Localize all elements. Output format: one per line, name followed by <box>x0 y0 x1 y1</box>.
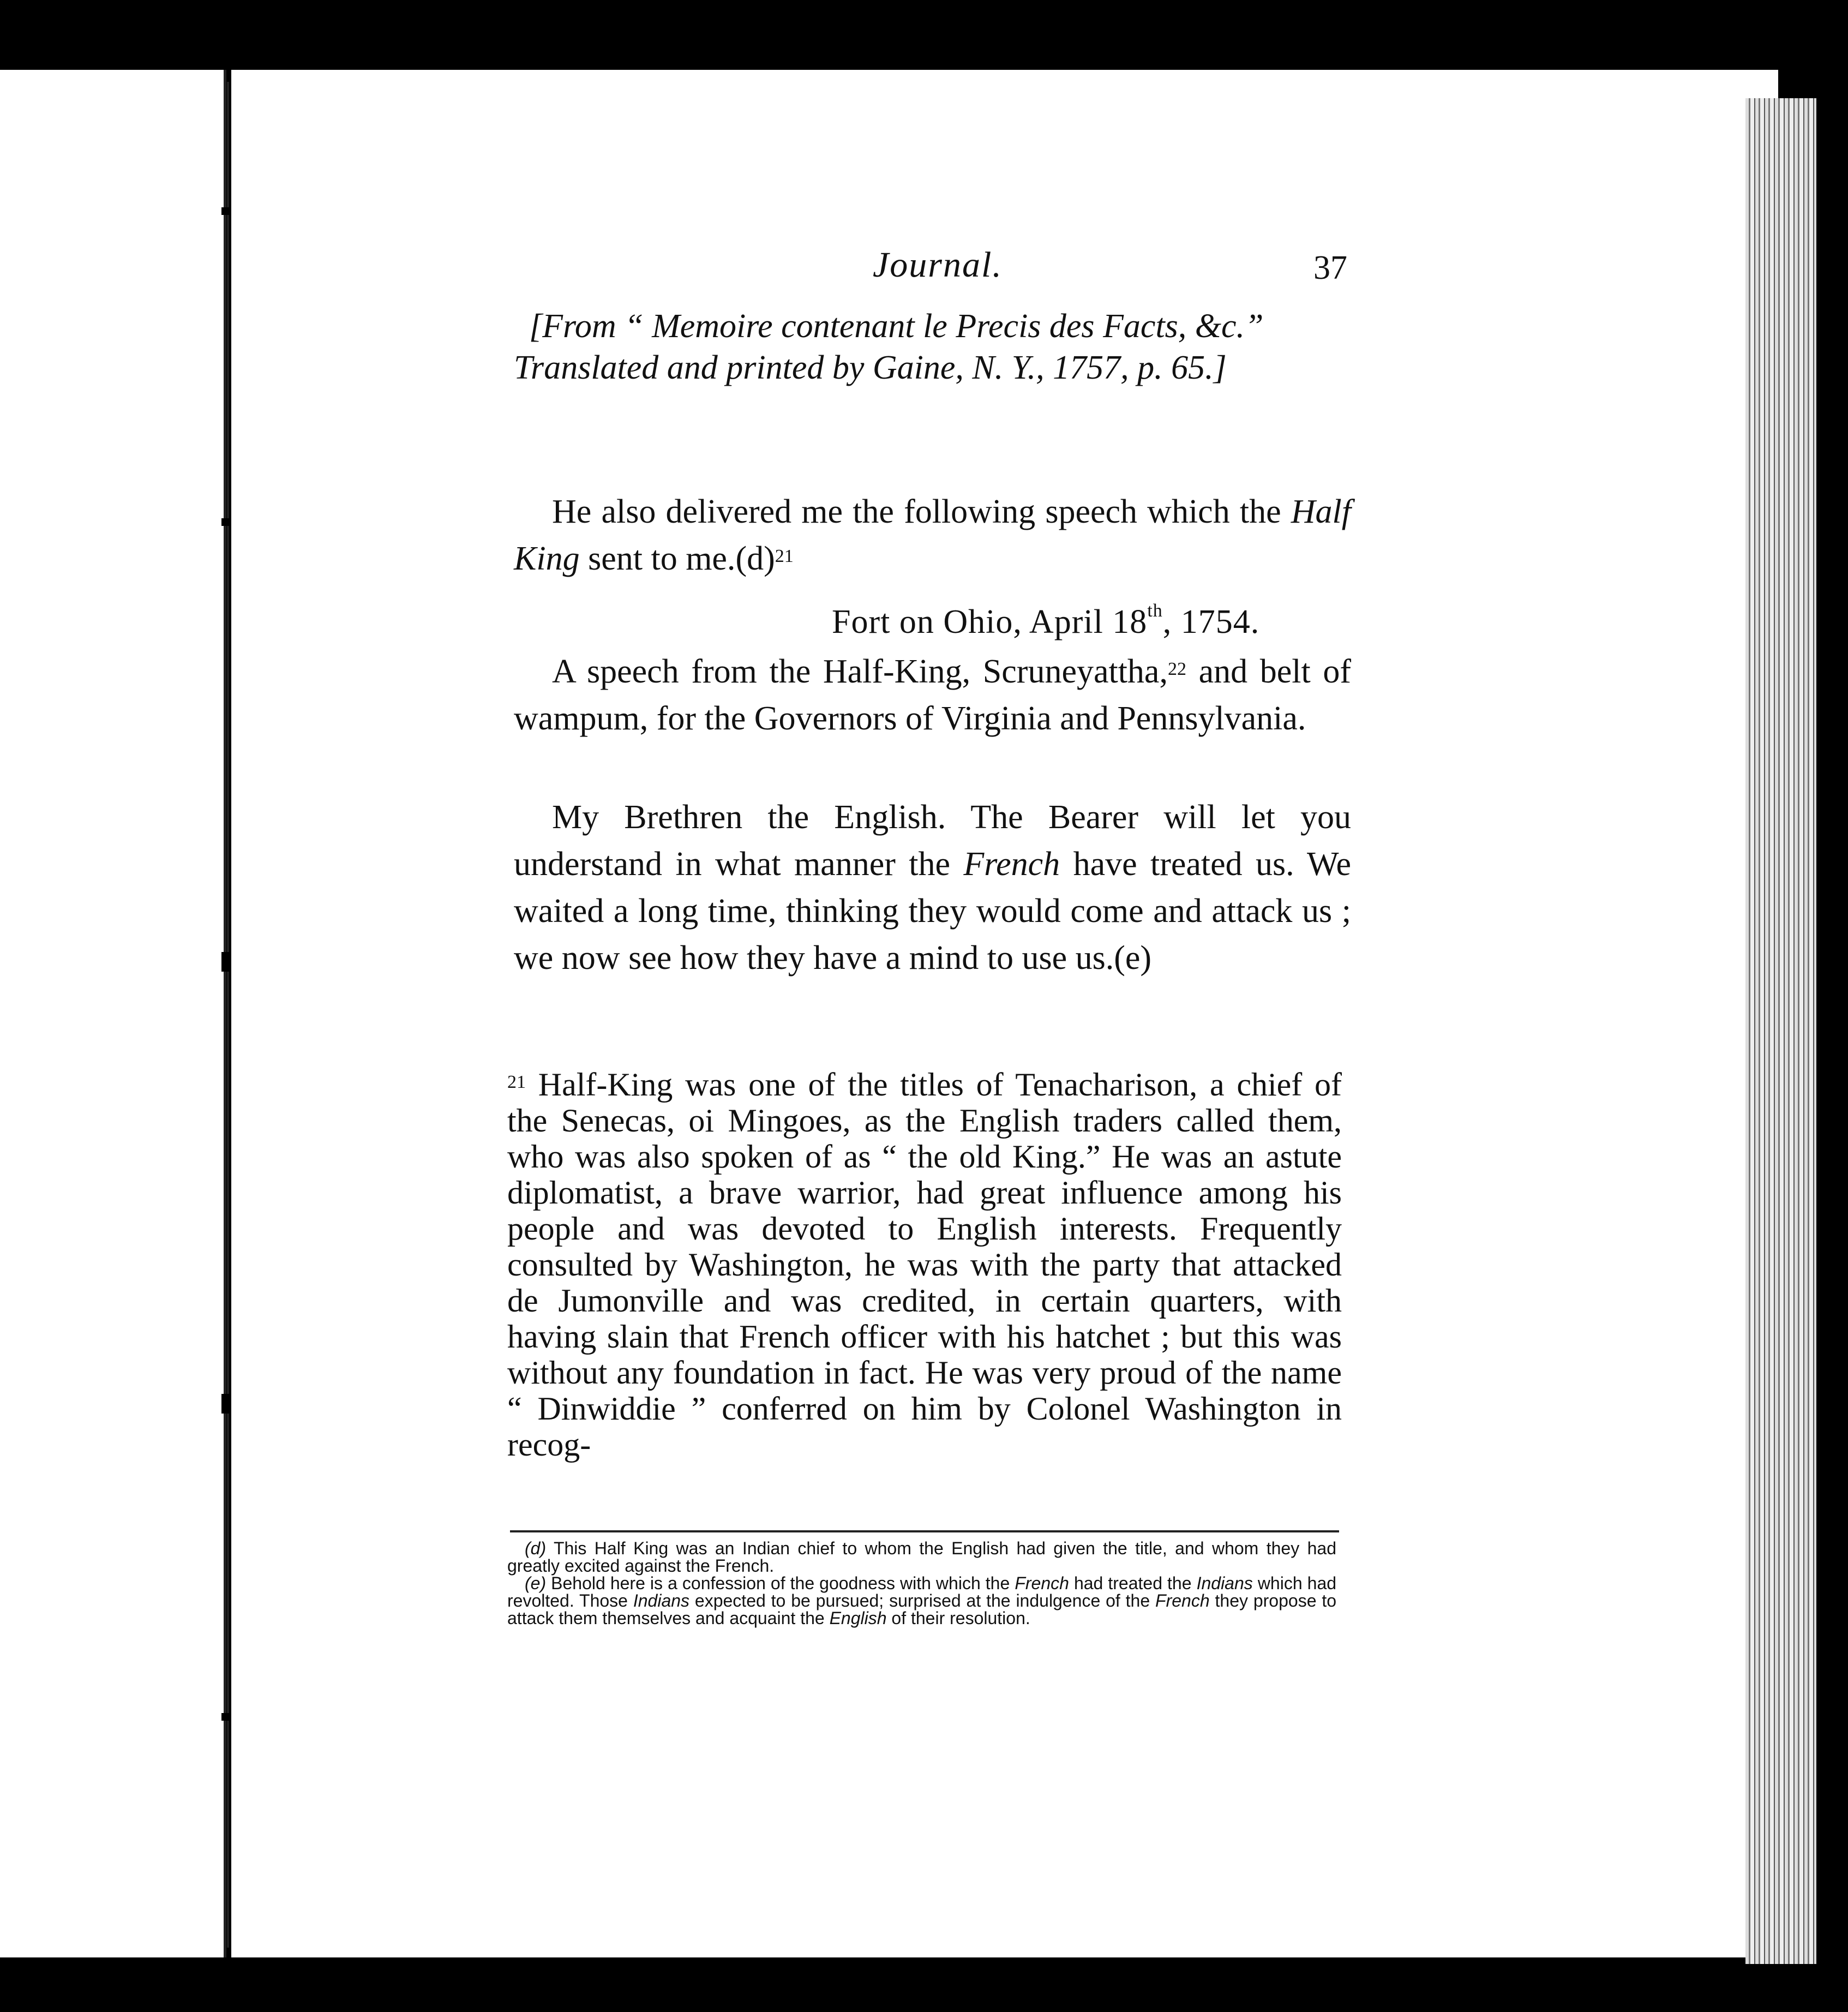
footnote-e: (e) Behold here is a confession of the goodness with which the French had treated the Indians which had revolted. Those Indians expected to be pursued; surprised at the indulgence of the French they propose to attack them themselves and acquaint the English of their resolution. <box>507 1573 1337 1628</box>
paragraph-2: A speech from the Half-King, Scruneyattha,$^{22}$ and belt of wampum, for the Governors of Virginia and Pennsylvania. <box>514 653 1352 737</box>
source-note <box>514 306 1354 388</box>
paragraph-3: My Brethren the English. The Bearer will let you understand in what manner the French have treated us. We waited a long time, thinking they would come and attack us ; we now see how they have a mind to use us.(e) <box>514 799 1352 977</box>
footnote-d: (d) This Half King was an Indian chief to whom the English had given the title, and whom they had greatly excited against the French. <box>507 1538 1337 1576</box>
paragraph-1: He also delivered me the following speech which the Half King sent to $me.(d)^{21}$ <box>514 493 1351 577</box>
footnotes <box>507 1540 1336 1627</box>
footnote-marker-d: (d) <box>735 540 775 577</box>
binding-gutter <box>227 82 229 1948</box>
running-head: Journal. <box>873 245 1003 285</box>
note-ref-22: 22 <box>1167 659 1186 679</box>
dateline: Fort on Ohio, April 18th, 1754. <box>832 601 1260 640</box>
source-note-line-1: [From “ Memoire contenant le Precis des Facts, &c.” <box>529 308 1264 345</box>
facing-page <box>0 70 226 1957</box>
note-ref-21: 21 <box>775 546 794 566</box>
footnote-marker-e: (e) <box>1114 939 1152 977</box>
half-king-italic: Half King <box>514 493 1351 577</box>
source-note-line-2: Translated and printed by Gaine, N. Y., 1757, p. 65.] <box>514 349 1227 386</box>
page-number: 37 <box>1313 249 1347 286</box>
page-edges <box>1745 98 1816 1964</box>
note-21: $^{21}$ Half-King was one of the titles of Tenacharison, a chief of the Senecas, oi Mingoes, as the English traders called them, who was also spoken of as “ the old King.” He was an astute diplomatist, a brave warrior, had great influence among his people and was devoted to English interests. Frequently consulted by Washington, he was with the party that attacked de Jumonville and was credited, in certain quarters, with having slain that French officer with his hatchet ; but this was without any foundation in fact. He was very proud of the name “ Dinwiddie ” conferred on him by Colonel Washington in recog- <box>507 1067 1342 1463</box>
french-italic: French <box>963 846 1060 883</box>
note-21-number: 21 <box>507 1072 526 1092</box>
footnote-rule <box>510 1530 1339 1532</box>
